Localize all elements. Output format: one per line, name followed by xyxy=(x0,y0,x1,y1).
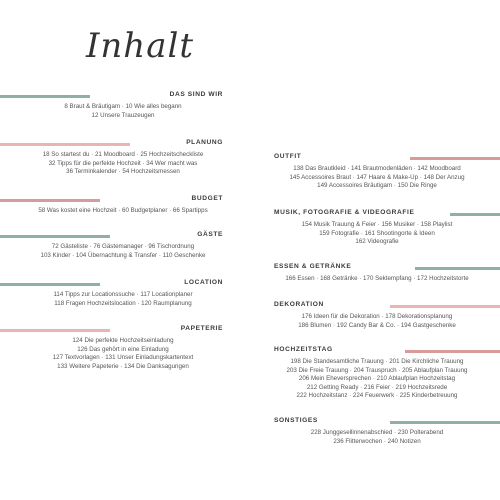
section-heading-label: DAS SIND WIR xyxy=(167,91,226,98)
section-heading-label: PLANUNG xyxy=(183,139,226,146)
toc-line: 138 Das Brautkleid · 141 Brautmodenläden · 142 Moodboard xyxy=(293,165,461,172)
toc-line: 118 Fragen Hochzeitslocation · 120 Raumplanung xyxy=(54,299,192,307)
toc-line: 236 Flitterwochen · 240 Notizen xyxy=(333,437,421,445)
toc-line: 222 Hochzeitstanz · 224 Feuerwerk · 225 Kinderbetreuung xyxy=(296,392,458,400)
toc-line: 145 Accessoires Braut · 147 Haare & Make-Up · 148 Der Anzug xyxy=(289,173,465,181)
section-heading xyxy=(250,346,500,358)
section-heading-label: HOCHZEITSTAG xyxy=(274,346,333,353)
toc-line: 176 Ideen für die Dekoration · 178 Dekorationsplanung xyxy=(301,313,453,320)
section-heading-label: GÄSTE xyxy=(194,231,226,238)
section-planung xyxy=(0,139,250,177)
divider-bar xyxy=(0,283,100,286)
section-gäste xyxy=(0,231,250,260)
section-heading xyxy=(250,209,500,221)
toc-line: 206 Mein Eheversprechen · 210 Ablaufplan Hochzeitstag xyxy=(298,375,456,383)
toc-line: 58 Was kostet eine Hochzeit · 60 Budgetplaner · 66 Spartipps xyxy=(38,207,208,214)
page-title: Inhalt xyxy=(85,26,195,66)
section-heading xyxy=(0,91,250,103)
section-heading-label: DEKORATION xyxy=(274,301,324,308)
toc-line: 127 Textvorlagen · 131 Unser Einladungskartentext xyxy=(52,354,194,362)
section-outfit xyxy=(250,153,500,191)
divider-bar xyxy=(415,267,500,270)
section-heading-label: LOCATION xyxy=(181,279,226,286)
section-heading xyxy=(0,195,250,207)
divider-bar xyxy=(410,157,500,160)
section-entries xyxy=(0,207,250,216)
toc-line: 103 Kinder · 104 Übernachtung & Transfer · 110 Geschenke xyxy=(40,251,206,259)
section-entries xyxy=(0,291,250,308)
section-das-sind-wir xyxy=(0,91,250,120)
section-heading-label: SONSTIGES xyxy=(274,417,318,424)
toc-line: 133 Weitere Papeterie · 134 Die Danksagungen xyxy=(57,362,189,370)
divider-bar xyxy=(390,421,500,424)
section-heading-label: OUTFIT xyxy=(274,153,302,160)
section-entries xyxy=(0,151,250,177)
divider-bar xyxy=(0,199,100,202)
toc-line: 212 Getting Ready · 216 Feier · 219 Hochzeitsrede xyxy=(306,383,448,391)
section-entries xyxy=(0,337,250,371)
section-location xyxy=(0,279,250,308)
section-heading xyxy=(0,325,250,337)
section-entries xyxy=(0,103,250,120)
toc-line: 203 Die Freie Trauung · 204 Trauspruch · 205 Ablaufplan Trauung xyxy=(286,366,468,374)
divider-bar xyxy=(0,143,130,146)
section-entries xyxy=(250,358,500,401)
toc-line: 18 So startest du · 21 Moodboard · 25 Hochzeitscheckliste xyxy=(42,151,204,158)
section-entries xyxy=(250,221,500,247)
toc-line: 126 Das gehört in eine Einladung xyxy=(77,345,169,353)
divider-bar xyxy=(0,95,90,98)
toc-line: 36 Terminkalender · 54 Hochzeitsmessen xyxy=(66,168,180,176)
section-heading xyxy=(250,153,500,165)
section-entries xyxy=(250,165,500,191)
toc-line: 149 Accessoires Bräutigam · 150 Die Ringe xyxy=(317,182,437,190)
toc-line: 8 Braut & Bräutigam · 10 Wie alles begann xyxy=(64,103,182,110)
section-heading-label: BUDGET xyxy=(189,195,226,202)
section-dekoration xyxy=(250,301,500,330)
divider-bar xyxy=(390,305,500,308)
divider-bar xyxy=(0,235,110,238)
section-sonstiges xyxy=(250,417,500,446)
section-papeterie xyxy=(0,325,250,371)
section-heading-label: MUSIK, FOTOGRAFIE & VIDEOGRAFIE xyxy=(274,209,415,216)
section-heading xyxy=(0,279,250,291)
section-hochzeitstag xyxy=(250,346,500,401)
section-budget xyxy=(0,195,250,216)
toc-line: 159 Fotografie · 161 Shootingorte & Ideen xyxy=(319,229,435,237)
toc-line: 166 Essen · 168 Getränke · 170 Sektempfang · 172 Hochzeitstorte xyxy=(285,275,469,282)
toc-line: 32 Tipps für die perfekte Hochzeit · 34 Wer macht was xyxy=(48,159,198,167)
section-heading xyxy=(250,263,500,275)
divider-bar xyxy=(0,329,110,332)
section-entries xyxy=(250,313,500,330)
toc-line: 198 Die Standesamtliche Trauung · 201 Die Kirchliche Trauung xyxy=(290,358,464,365)
toc-line: 72 Gästeliste · 76 Gästemanager · 96 Tischordnung xyxy=(51,243,195,250)
toc-line: 186 Blumen · 192 Candy Bar & Co. · 194 Gastgeschenke xyxy=(298,321,456,329)
section-essen-getränke xyxy=(250,263,500,284)
section-heading-label: PAPETERIE xyxy=(178,325,226,332)
section-heading-label: ESSEN & GETRÄNKE xyxy=(274,263,352,270)
section-heading xyxy=(250,417,500,429)
section-heading xyxy=(250,301,500,313)
toc-line: 114 Tipps zur Locationssuche · 117 Locationplaner xyxy=(53,291,193,298)
section-heading xyxy=(0,139,250,151)
toc-line: 124 Die perfekte Hochzeitseinladung xyxy=(72,337,174,344)
section-entries xyxy=(250,275,500,284)
toc-line: 154 Musik Trauung & Feier · 156 Musiker · 158 Playlist xyxy=(301,221,453,228)
section-musik-fotografie-videografie xyxy=(250,209,500,247)
toc-line: 228 Junggesellinnenabschied · 230 Polterabend xyxy=(310,429,444,436)
section-heading xyxy=(0,231,250,243)
divider-bar xyxy=(405,350,500,353)
toc-line: 12 Unsere Trauzeugen xyxy=(91,111,155,119)
section-entries xyxy=(0,243,250,260)
toc-line: 162 Videografie xyxy=(355,238,399,246)
divider-bar xyxy=(450,213,500,216)
section-entries xyxy=(250,429,500,446)
